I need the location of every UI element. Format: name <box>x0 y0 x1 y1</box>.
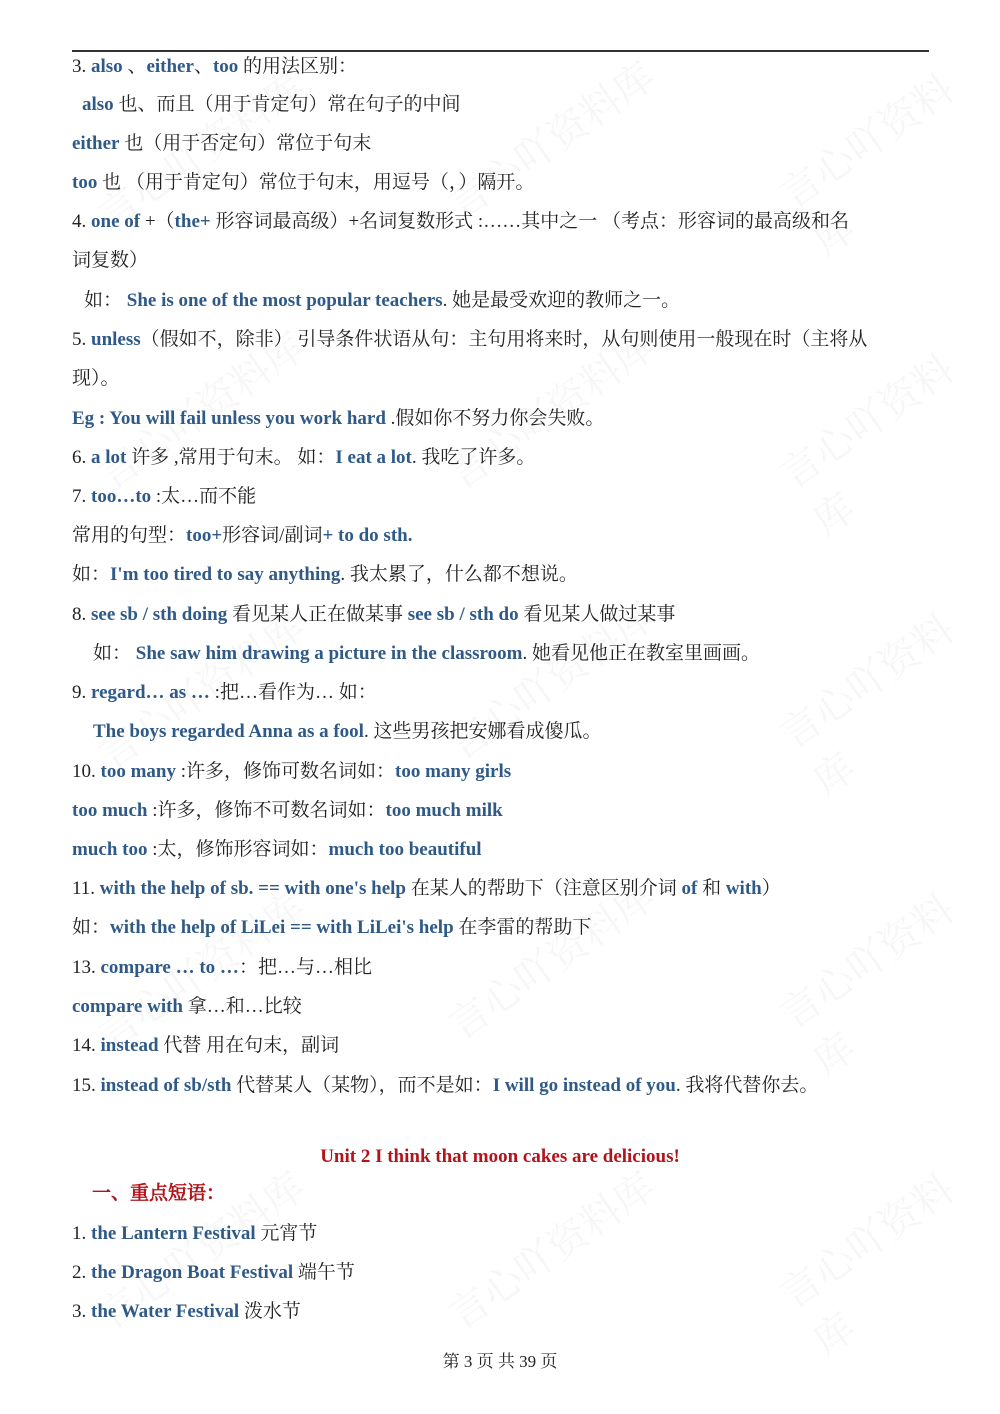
note-line <box>72 563 578 587</box>
english-term: too+ <box>186 525 223 546</box>
note-line <box>72 171 534 195</box>
phrase-item <box>72 1222 317 1246</box>
unit-heading: Unit 2 I think that moon cakes are delicious! <box>320 1146 680 1167</box>
english-term: with the help of sb. == with one's help <box>99 878 406 899</box>
english-term: also <box>91 56 123 77</box>
text-segment: 2. <box>72 1262 91 1283</box>
english-term: She is one of the most popular teachers <box>126 290 443 311</box>
english-term: with the help of LiLei == with LiLei's help <box>110 917 454 938</box>
text-segment: 也 （用于肯定句）常位于句末，用逗号（，）隔开。 <box>97 172 535 193</box>
text-segment: （假如不，除非） 引导条件状语从句：主句用将来时，从句则使用一般现在时（主将从 <box>140 329 868 350</box>
text-segment: 8. <box>72 604 91 625</box>
text-segment: 如： <box>93 643 136 664</box>
watermark <box>767 327 1000 547</box>
text-segment: :太，修饰形容词如： <box>147 839 329 860</box>
text-segment: :许多，修饰可数名词如： <box>175 761 396 782</box>
text-segment: :把…看作为… 如： <box>209 682 377 703</box>
text-segment: :许多，修饰不可数名词如： <box>147 800 386 821</box>
note-line <box>93 720 601 744</box>
english-term: I will go instead of you <box>492 1075 676 1096</box>
text-segment: 端午节 <box>293 1262 355 1283</box>
english-term: also <box>82 94 114 115</box>
text-segment: 6. <box>72 447 91 468</box>
watermark <box>767 1147 1000 1367</box>
text-segment: 代替 用在句末，副词 <box>158 1035 340 1056</box>
text-segment: 14. <box>72 1035 101 1056</box>
note-line <box>72 132 371 156</box>
text-segment: 、 <box>122 56 147 77</box>
english-term: the+ <box>174 211 211 232</box>
english-term: compare … to … <box>100 957 239 978</box>
text-segment: 形容词/副词 <box>222 525 323 546</box>
text-segment: . 我将代替你去。 <box>675 1075 819 1096</box>
section-title: 一、重点短语： <box>92 1183 226 1204</box>
text-segment: 3. <box>72 1301 91 1322</box>
note-line <box>72 55 357 79</box>
note-line <box>93 642 760 666</box>
page-footer: 第 3 页 共 39 页 <box>442 1352 558 1371</box>
english-term: one of <box>91 211 141 232</box>
text-segment: 形容词最高级）+名词复数形式 :……其中之一 （考点：形容词的最高级和名 <box>210 211 849 232</box>
phrase-item <box>72 1300 301 1324</box>
english-term: instead <box>100 1035 159 1056</box>
note-line <box>82 93 460 117</box>
text-segment: 许多 ,常用于句末。 如： <box>126 447 336 468</box>
note-line <box>72 524 412 548</box>
english-term: compare with <box>72 996 183 1017</box>
note-line <box>72 956 372 980</box>
english-term: too <box>212 56 239 77</box>
text-segment: 也（用于否定句）常位于句末 <box>119 133 372 154</box>
text-segment: 如： <box>72 564 111 585</box>
header-rule <box>72 50 929 52</box>
english-term: too <box>72 172 98 193</box>
text-segment: 4. <box>72 211 91 232</box>
english-term: the Water Festival <box>91 1301 240 1322</box>
text-segment: 现）。 <box>72 368 120 389</box>
english-term: I'm too tired to say anything <box>110 564 341 585</box>
text-segment: +（ <box>140 211 175 232</box>
text-segment: 也、而且（用于肯定句）常在句子的中间 <box>113 94 461 115</box>
english-term: I eat a lot <box>335 447 412 468</box>
note-line <box>84 289 680 313</box>
watermark <box>435 46 664 230</box>
text-segment: 代替某人（某物），而不是如： <box>231 1075 493 1096</box>
note-line <box>72 249 148 273</box>
english-term: of <box>681 878 698 899</box>
text-segment: 如： <box>84 290 127 311</box>
text-segment: 在某人的帮助下（注意区别介词 <box>405 878 682 899</box>
english-term: too…to <box>91 486 152 507</box>
note-line <box>72 995 302 1019</box>
note-line <box>72 838 482 862</box>
english-term: Eg : You will fail unless you work hard <box>72 408 386 429</box>
watermark <box>767 587 1000 807</box>
text-segment: 看见某人正在做某事 <box>227 604 408 625</box>
english-term: She saw him drawing a picture in the classroom <box>135 643 523 664</box>
text-segment: 泼水节 <box>239 1301 301 1322</box>
text-segment: 7. <box>72 486 91 507</box>
note-line <box>72 210 849 234</box>
english-term: instead of sb/sth <box>100 1075 232 1096</box>
english-term: + to do sth. <box>322 525 413 546</box>
text-segment: ：把…与…相比 <box>238 957 372 978</box>
text-segment: 如： <box>72 917 111 938</box>
text-segment: . 这些男孩把安娜看成傻瓜。 <box>363 721 602 742</box>
english-term: the Dragon Boat Festival <box>91 1262 294 1283</box>
note-line <box>72 877 781 901</box>
text-segment: . 她看见他正在教室里画画。 <box>522 643 760 664</box>
note-line <box>72 799 503 823</box>
text-segment: 看见某人做过某事 <box>518 604 676 625</box>
note-line <box>72 760 511 784</box>
note-line <box>72 681 377 705</box>
english-term: The boys regarded Anna as a fool <box>93 721 364 742</box>
text-segment: 1. <box>72 1223 91 1244</box>
english-term: too many girls <box>395 761 512 782</box>
text-segment: 、 <box>193 56 213 77</box>
note-line <box>72 367 120 391</box>
text-segment: 元宵节 <box>255 1223 318 1244</box>
text-segment: 13. <box>72 957 101 978</box>
text-segment: 常用的句型： <box>72 525 187 546</box>
english-term: regard… as … <box>91 682 210 703</box>
english-term: either <box>146 56 194 77</box>
english-term: unless <box>91 329 141 350</box>
text-segment: 5. <box>72 329 91 350</box>
text-segment: ） <box>761 878 781 899</box>
text-segment: 3. <box>72 56 91 77</box>
text-segment: 拿…和…比较 <box>183 996 302 1017</box>
text-segment: 和 <box>697 878 726 899</box>
english-term: with <box>725 878 762 899</box>
text-segment: 在李雷的帮助下 <box>453 917 592 938</box>
text-segment: 的用法区别： <box>238 56 358 77</box>
english-term: see sb / sth doing <box>91 604 228 625</box>
text-segment: 15. <box>72 1075 101 1096</box>
note-line <box>72 1034 339 1058</box>
text-segment: :太…而不能 <box>151 486 257 507</box>
text-segment: 11. <box>72 878 100 899</box>
phrase-item <box>72 1261 355 1285</box>
watermark <box>435 1156 664 1340</box>
english-term: see sb / sth do <box>407 604 519 625</box>
text-segment: . 我吃了许多。 <box>411 447 536 468</box>
text-segment: . 我太累了，什么都不想说。 <box>340 564 578 585</box>
note-line <box>72 1074 818 1098</box>
watermark <box>767 867 1000 1087</box>
english-term: a lot <box>91 447 127 468</box>
english-term: too much milk <box>385 800 503 821</box>
text-segment: . 她是最受欢迎的教师之一。 <box>442 290 681 311</box>
english-term: much too beautiful <box>328 839 482 860</box>
note-line <box>72 603 675 627</box>
text-segment: .假如你不努力你会失败。 <box>385 408 605 429</box>
text-segment: 9. <box>72 682 91 703</box>
note-line <box>72 328 867 352</box>
note-line <box>72 446 535 470</box>
english-term: the Lantern Festival <box>91 1223 256 1244</box>
english-term: much too <box>72 839 148 860</box>
note-line <box>72 485 256 509</box>
english-term: too much <box>72 800 148 821</box>
english-term: either <box>72 133 120 154</box>
english-term: too many <box>100 761 176 782</box>
text-segment: 10. <box>72 761 101 782</box>
text-segment: 词复数） <box>72 250 149 271</box>
note-line <box>72 916 591 940</box>
note-line <box>72 407 604 431</box>
